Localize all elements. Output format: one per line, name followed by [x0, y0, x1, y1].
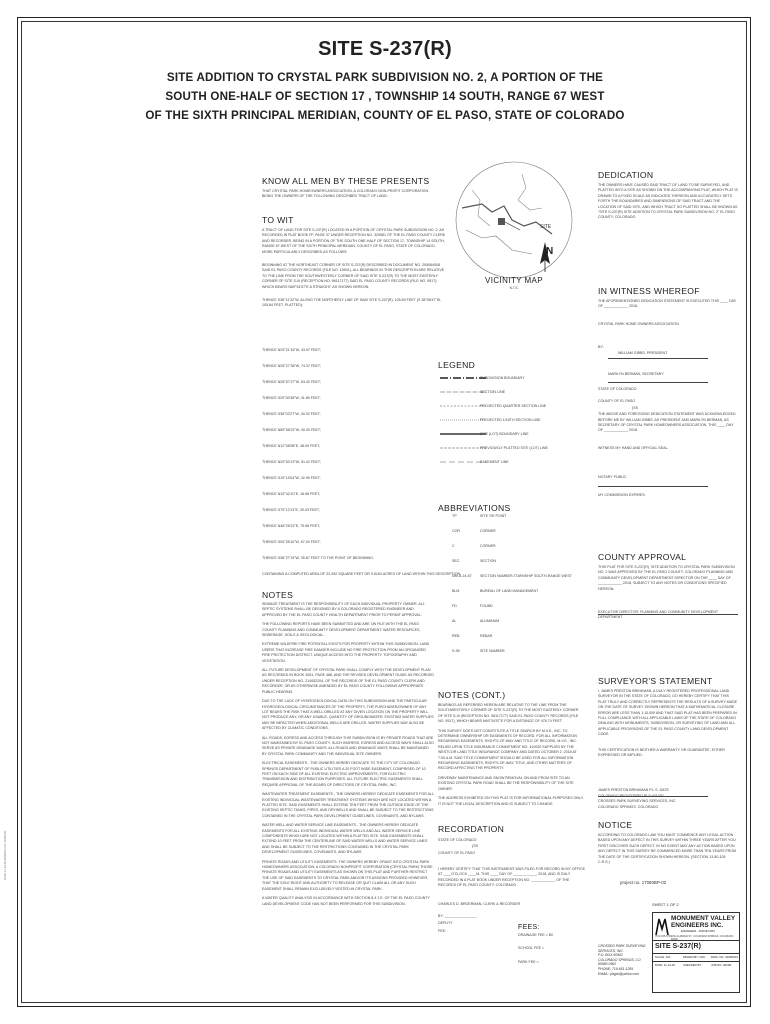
- in-witness-section: [598, 286, 738, 498]
- note-cont-4: THE ADDRESS EXHIBITED ON THIS PLAT IS FOR INFORMATIONAL PURPOSES ONLY. IT IS NOT THE LEGAL DESCRIPTION AND IS SUBJECT TO CHANGE.: [438, 796, 584, 806]
- recordation-ss: )SS: [472, 844, 478, 848]
- legend-item-3: PROJECTED QUARTER SECTION LINE: [480, 404, 547, 408]
- abbr-meaning-7: FOUND: [480, 604, 493, 608]
- call-4: THENCE S29°00'38"W, 41.89 FEET;: [262, 396, 321, 400]
- vicinity-map-scale: N.T.S.: [509, 286, 519, 290]
- plat-subtitle: [0, 68, 770, 125]
- abbr-code-10: S-95: [452, 649, 460, 653]
- firm-phone: (719) 635-5736: [655, 935, 672, 938]
- title-block-job: JOB NO. 4021B: [711, 963, 732, 967]
- firm-address: 1811 ALABAMA ST., COLORADO SPRINGS, COLORADO 80906: [671, 935, 734, 941]
- subtitle-line-1: SITE ADDITION TO CRYSTAL PARK SUBDIVISION NO. 2, A PORTION OF THE: [166, 71, 604, 84]
- in-witness-ack: THE ABOVE AND FOREGOING DEDICATION STATEMENT WAS ACKNOWLEDGED BEFORE ME BY WILLIAM GIBBS, AS PRESIDENT AND MARILYN BERMAN, AS SECRETARY OF CRYSTAL PARK HOMEOWNERS ASSOCIATION, THIS ____ DAY OF ____________ 2018.: [598, 412, 736, 433]
- abbreviations-heading: ABBREVIATIONS: [438, 503, 511, 513]
- vicinity-site-label: SITE: [540, 224, 552, 230]
- call-12: THENCE N48°25'22"E, 79.68 FEET;: [262, 524, 320, 528]
- surveyor-text: I, JAMES PRESTON BRINKMAN, A DULY REGISTERED PROFESSIONAL LAND SURVEYOR IN THE STATE OF COLORADO, DO HEREBY CERTIFY THAT THIS PLAT TRULY AND CORRECTLY REPRESENTS THE RESULTS OF A SURVEY MADE ON THE DATE OF SURVEY SHOWN HEREON THAT A MATHEMATICAL CLOSURE ERROR ARE LESS THAN 1:10,000 AND THAT SAID PLAT HAS BEEN PREPARED IN FULL COMPLIANCE WITH ALL APPLICABLE LAWS OF THE STATE OF COLORADO DEALING WITH MONUMENTS, SUBDIVISION, OR SURVEYING OF LAND AND ALL APPLICABLE PROVISIONS OF THE EL PASO COUNTY LAND DEVELOPMENT CODE.: [598, 689, 738, 737]
- in-witness-seal: WITNESS MY HAND AND OFFICIAL SEAL.: [598, 445, 669, 450]
- abbr-meaning-1: SITE TIE POINT: [480, 514, 507, 518]
- director-signature-line: [598, 614, 738, 615]
- abbr-code-5: Sec.8-14-67: [452, 574, 472, 578]
- in-witness-commission: MY COMMISSION EXPIRES:: [598, 492, 646, 497]
- know-all-men-section: [262, 176, 440, 200]
- legend-item-5: SITE (LOT) BOUNDARY LINE: [480, 432, 529, 436]
- surveyor-sig-4: COLORADO SPRINGS, COLORADO: [598, 804, 659, 809]
- notary-signature-line: [598, 486, 708, 487]
- subtitle-line-3: OF THE SIXTH PRINCIPAL MERIDIAN, COUNTY OF EL PASO, STATE OF COLORADO: [145, 109, 625, 122]
- dedication-heading: DEDICATION: [598, 170, 654, 180]
- call-8: THENCE N29°53'19"W, 51.42 FEET;: [262, 460, 321, 464]
- in-witness-notary: NOTARY PUBLIC: [598, 475, 627, 480]
- legend-line-symbols: [438, 372, 488, 472]
- vicinity-map: [452, 160, 576, 296]
- note-6: ALL ROADS, EGRESS AND ACCESS THROUGH THIS SUBDIVISION IS BY PRIVATE ROADS THAT ARE NOT MAINTAINED BY EL PASO COUNTY. SUCH INGRESS, EGRESS AND ACCESS WAYS SHALL ALSO SERVE AS PRIVATE DRAINAGE WAYS. ALL ROADS AND DRAINAGE WAYS SHALL BE MAINTAINED BY CRYSTAL PARK COMMUNITY AND THE INDIVIDUAL SITE OWNERS.: [262, 735, 434, 756]
- crossed-park-line-3: COLORADO SPRINGS, CO 80960-0962: [598, 957, 641, 967]
- notes-heading: NOTES: [262, 590, 294, 600]
- call-10: THENCE N19°42'10"E, 16.68 FEET;: [262, 492, 320, 496]
- recordation-deputy: DEPUTY: [438, 921, 453, 926]
- title-block-site: SITE S-237(R): [655, 943, 701, 950]
- in-witness-heading: IN WITNESS WHEREOF: [598, 286, 700, 296]
- recordation-section: [438, 824, 588, 934]
- fee-park: PARK FEE =: [518, 959, 539, 964]
- note-8: WASTEWATER TREATMENT EASEMENTS - THE OWNERS HEREBY DEDICATE EASEMENTS FOR ALL EXISTING INDIVIDUAL WASTEWATER TREATMENT SYSTEMS WHICH ARE NOT LOCATED WITHIN A PLATTED SITE. SAID EASEMENTS SHALL EXTEND TEN FEET FROM THE OUTSIDE EDGE OF THE EXISTING SEPTIC TANKS, PIPES, AND DRYWELLS AND SHALL BE SUBJECT TO THE RESTRICTIONS CONTAINED IN THE CRYSTAL PARK DEVELOPMENT GUIDELINES, COVENANTS, AND BYLAWS.: [262, 792, 434, 818]
- abbr-code-4: SEC.: [452, 559, 461, 563]
- abbreviations-section: [438, 503, 588, 513]
- president-signature-line: [608, 358, 708, 359]
- note-cont-3: DRIVEWAY MAINTENANCE AND SNOW REMOVAL ON AND FROM SITE TO AN EXISTING CRYSTAL PARK ROAD SHALL BE THE RESPONSIBILITY OF THE SITE OWNER.: [438, 775, 574, 791]
- surveyor-heading: SURVEYOR'S STATEMENT: [598, 676, 713, 686]
- recordation-county: COUNTY OF EL PASO: [438, 851, 476, 856]
- crossed-park-line-1: CROSSED PARK SURVEYING SERVICES, INC.: [598, 944, 646, 953]
- abbr-meaning-9: REBAR: [480, 634, 493, 638]
- title-block-drawn: DRAWN BY: CDC: [683, 955, 706, 959]
- abbr-meaning-5: SECTION NUMBER-TOWNSHIP SOUTH-RANGE WEST: [480, 574, 572, 578]
- firm-logo-icon: [655, 915, 672, 938]
- legend-list: [438, 372, 588, 482]
- crossed-park-line-4: PHONE: 719-651-1289: [598, 966, 634, 971]
- recordation-fee: FEE:: [438, 928, 446, 933]
- legend-heading: LEGEND: [438, 360, 476, 370]
- note-cont-1: BEARINGS AS REFERRED HEREIN ARE RELATIVE TO THE LINE FROM THE SOUTHWESTERLY CORNER OF SITE S-237(R) TO THE MOST EASTERLY CORNER OF SITE S-III (RECEPTION NO. 98117177) SAID EL PASO COUNTY RECORDS (FILE NO. 9517), WHICH BEARS N69°34'57"E FOR A DISTANCE OF 478.74 FEET.: [438, 703, 579, 724]
- county-approval-section: [598, 552, 738, 621]
- note-9: WATER WELL AND WATER SERVICE LINE EASEMENTS - THE OWNERS HEREBY DEDICATE EASEMENTS FOR ALL EXISTING INDIVIDUAL WATER WELLS AND ALL WATER SERVICE LINE COMPONENTS WHICH ARE NOT LOCATED WITHIN A PLATTED SITE. SAID EASEMENTS SHALL EXTEND 10 FEET FROM THE CENTERLINE OF SAID WATER WELLS AND WATER SERVICE LINES AND SHALL BE SUBJECT TO THE RESTRICTIONS CONTAINED IN THE CRYSTAL PARK DEVELOPMENT GUIDELINES, COVENANTS, AND BYLAWS.: [262, 823, 428, 855]
- abbr-code-9: REB: [452, 634, 460, 638]
- abbr-meaning-8: ALUMINUM: [480, 619, 500, 623]
- legend-item-4: PROJECTED 1/16TH SECTION LINE: [480, 418, 541, 422]
- call-13: THENCE S04°26'10"W, 67.00 FEET;: [262, 540, 321, 544]
- legend-section: [438, 360, 588, 370]
- county-approval-heading: COUNTY APPROVAL: [598, 552, 687, 562]
- call-1: THENCE N29°21'16"W, 43.97 FEET;: [262, 348, 321, 352]
- recordation-clerk: CHARLES D. BROERMAN, CLERK & RECORDER: [438, 902, 521, 907]
- crossed-park-line-5: EMAIL: plsjpb@yahoo.com: [598, 971, 639, 976]
- title-block-rule-3: [653, 961, 739, 962]
- firm-logo: [655, 915, 672, 938]
- notes-cont-heading: NOTES (CONT.): [438, 690, 506, 700]
- fees-section: [518, 924, 590, 965]
- abbr-meaning-4: SECTION: [480, 559, 496, 563]
- title-block-checked: CHECKED BY:: [683, 963, 702, 967]
- project-number: project no. 17060BP-02: [620, 880, 667, 885]
- recordation-heading: RECORDATION: [438, 824, 505, 834]
- abbr-code-2: COR.: [452, 529, 461, 533]
- plat-title: SITE S-237(R): [318, 38, 452, 60]
- in-witness-secretary: MARILYN BERMAN, SECRETARY: [608, 372, 664, 377]
- recordation-by: BY: ________________: [438, 913, 477, 918]
- in-witness-ss: )SS: [632, 406, 638, 410]
- note-4: ALL FUTURE DEVELOPMENT OF CRYSTAL PARK SHALL COMPLY WITH THE DEVELOPMENT PLAN AS RECORDED IN BOOK 3051, PAGE 486, AND THE REVISED DEVELOPMENT GUIDE AS RECORDED UNDER RECEPTION NO. 214052204, OF THE RECORDS OF THE EL PASO COUNTY CLERK AND RECORDER, OR AS OTHERWISE AMENDED BY EL PASO COUNTY FOLLOWING APPROPRIATE PUBLIC HEARING.: [262, 668, 434, 694]
- abbr-meaning-2: CORNER: [480, 529, 496, 533]
- note-11: A WATER QUALITY ANALYSIS IN ACCORDANCE WITH SECTION 8.4.7.E. OF THE EL PASO COUNTY LAND DEVELOPMENT CODE HAS NOT BEEN PERFORMED FOR THIS SUBDIVISION.: [262, 896, 430, 906]
- recordation-text: I HEREBY CERTIFY THAT THIS INSTRUMENT WAS FILED FOR RECORD IN MY OFFICE AT ____O'CLOCK ____M, THIS ____ DAY OF ____________ 2018, AND IS DULY RECORDED IN A PLAT BOOK UNDER RECEPTION NO. ____________ OF THE RECORDS OF EL PASO COUNTY, COLORADO.: [438, 866, 586, 888]
- note-3: EXTREME WILDFIRE FIRE POTENTIAL EXISTS FOR PROPERTY WITHIN THIS SUBDIVISION. LAND USERS THAT INCREASE FIRE DANGER INCLUDE NO FIRE PROTECTION FROM AN ORGANIZED FIRE PROTECTION DISTRICT, UNIQUE ACCESS INTO THE PROPERTY, TOPOGRAPHY AND VEGETATION.: [262, 642, 430, 663]
- to-wit-heading: TO WIT: [262, 215, 294, 225]
- call-9: THENCE S19°15'04"W, 42.95 FEET;: [262, 476, 321, 480]
- title-block-rule-1: [653, 940, 739, 941]
- dedication-section: [598, 170, 738, 221]
- title-block-scale: SCALE: N/A: [655, 955, 671, 959]
- call-7: THENCE N12°08'58"E, 48.09 FEET;: [262, 444, 320, 448]
- note-1: SEWAGE TREATMENT IS THE RESPONSIBILITY OF EACH INDIVIDUAL PROPERTY OWNER. ALL SEPTIC SYSTEMS SHALL BE DESIGNED BY A COLORADO REGISTERED ENGINEER AND APPROVED BY THE EL PASO COUNTY HEALTH DEPARTMENT PRIOR TO PERMIT APPROVAL.: [262, 602, 425, 617]
- note-10: PRIVATE ROADS AND UTILITY EASEMENTS. THE OWNERS HEREBY GRANT INTO CRYSTAL PARK HOMEOWNERS ASSOCIATION, A COLORADO NONPROFIT CORPORATION (CRYSTAL PARK) THOSE PRIVATE ROADS AND UTILITY EASEMENTS AS SHOWN ON THIS PLAT AND FURTHER RESTRICT THE USE OF SAID EASEMENTS TO CRYSTAL PARK AND/OR ITS ASSIGNS PROVIDED HOWEVER, THAT THE SOLE RIGHT AND AUTHORITY TO RELEASE OR QUIT CLAIM ALL OR ANY SUCH EASEMENT SHALL REMAIN EXCLUSIVELY VESTED IN CRYSTAL PARK.: [262, 859, 433, 891]
- firm-name-line-1: MONUMENT VALLEY: [671, 915, 736, 922]
- title-block: [652, 912, 740, 993]
- abbr-code-7: FD: [452, 604, 457, 608]
- fee-school: SCHOOL FEE =: [518, 946, 545, 951]
- surveyor-section: [598, 676, 738, 810]
- sheet-number: SHEET 1 OF 2: [652, 902, 679, 907]
- abbr-code-6: BLM: [452, 589, 460, 593]
- note-2: THE FOLLOWING REPORTS HAVE BEEN SUBMITTED AND ARE ON FILE WITH THE EL PASO COUNTY PLANNING AND COMMUNITY DEVELOPMENT DEPARTMENT: WATER RESOURCES, SEWERAGE, SOILS & GEOLOGICAL.: [262, 622, 421, 638]
- call-3: THENCE N28°57'27"W, 63.42 FEET;: [262, 380, 321, 384]
- surveyor-sig-1: JAMES PRESTON BRINKMAN P.L.S. DATE: [598, 788, 669, 793]
- abbr-meaning-10: SITE NUMBER: [480, 649, 505, 653]
- know-all-men-text: THAT CRYSTAL PARK HOMEOWNERS ASSOCIATION, A COLORADO NON-PROFIT CORPORATION, BEING THE OWNERS OF THE FOLLOWING DESCRIBED TRACT OF LAND:: [262, 189, 430, 199]
- abbr-meaning-6: BUREAU OF LAND MANAGEMENT: [480, 589, 539, 593]
- in-witness-county: COUNTY OF EL PASO: [598, 398, 636, 403]
- notice-heading: NOTICE: [598, 820, 633, 830]
- notice-text: ACCORDING TO COLORADO LAW YOU MUST COMMENCE ANY LEGAL ACTION BASED UPON ANY DEFECT IN THIS SURVEY WITHIN THREE YEARS AFTER YOU FIRST DISCOVER SUCH DEFECT. IN NO EVENT MAY ANY ACTION BASED UPON ANY DEFECT IN THIS SURVEY BE COMMENCED MORE THAN TEN YEARS FROM THE DATE OF THE CERTIFICATION SHOWN HEREON. (SECTION 13-80-105 C.R.S.): [598, 833, 737, 865]
- call-14: THENCE S38°27'19"W, 35.67 FEET TO THE POINT OF BEGINNING.: [262, 556, 374, 560]
- to-wit-para-1: A TRACT OF LAND FOR SITE S-237(R) LOCATED IN A PORTION OF CRYSTAL PARK SUBDIVISION NO. 2, AS RECORDED IN PLAT BOOK FF, PAGE 37 UNDER RECEPTION NO. 329581 OF THE EL PASO COUNTY CLERK AND RECORDER, BEING IN A PORTION OF THE SOUTH ONE-HALF OF SECTION 17, TOWNSHIP 14 SOUTH, RANGE 67 WEST OF THE SIXTH PRINCIPAL MERIDIAN, COUNTY OF EL PASO, STATE OF COLORADO, MORE PARTICULARLY DESCRIBED AS FOLLOWS:: [262, 228, 446, 254]
- note-7: ELECTRICAL EASEMENTS - THE OWNERS HEREBY DEDICATE TO THE CITY OF COLORADO SPRINGS DEPARTMENT OF PUBLIC UTILITIES A 20 FOOT WIDE EASEMENT, COMPRISED OF 10 FEET ON EACH SIDE OF ALL EXISTING ELECTRIC IMPROVEMENTS, FOR ELECTRIC TRANSMISSION AND DISTRIBUTION PURPOSES. ALL FUTURE ELECTRIC EASEMENTS SHALL REQUIRE APPROVAL OF THE BOARD OF DIRECTORS OF CRYSTAL PARK, INC.: [262, 761, 426, 787]
- call-2: THENCE N25°27'38"W, 74.37 FEET;: [262, 364, 321, 368]
- in-witness-text: THE AFOREMENTIONED DEDICATION STATEMENT IS EXECUTED THIS ____ DAY OF ____________ 2018.: [598, 299, 737, 309]
- in-witness-state: STATE OF COLORADO: [598, 387, 637, 392]
- secretary-signature-line: [608, 382, 708, 383]
- to-wit-section: [262, 215, 447, 309]
- notes-section: [262, 590, 434, 907]
- know-all-men-heading: KNOW ALL MEN BY THESE PRESENTS: [262, 176, 430, 186]
- call-5: THENCE S38°02'27"W, 40.02 FEET;: [262, 412, 321, 416]
- dedication-text: THE OWNERS HAVE CAUSED SAID TRACT OF LAND TO BE SURVEYED, AND PLATTED INTO A SITE AS SHOWN ON THE ACCOMPANYING PLAT, WHICH PLAT IS DRAWN TO A FIXED SCALE AS INDICATED THEREON AND ACCURATELY SETS FORTH THE BOUNDARIES AND DIMENSIONS OF SAID TRACT AND THE LOCATION OF SAID SITE, AND WHICH TRACT SO PLATTED SHALL BE KNOWN AS "SITE S-237(R) SITE ADDITION TO CRYSTAL PARK SUBDIVISION NO. 2" EL PASO COUNTY, COLORADO.: [598, 183, 738, 220]
- notice-section: [598, 820, 738, 865]
- in-witness-by: BY:: [598, 345, 604, 350]
- note-5: DUE TO THE LACK OF HYDROGEOLOGICAL DATA ON THIS SUBDIVISION AND THE PARTICULAR HYDROGEOLOGICAL CIRCUMSTANCES OF THE PROPERTY, THE PURCHASER/OWNER OF ANY LOT BEARS THE RISK THAT A WELL DRILLED AT ANY GIVEN LOCATION ON THE PROPERTY WILL NOT PRODUCE ANY, OR ANY USABLE, QUANTITY OF GROUNDWATER. EXISTING WATER SUPPLIES MAY BE IMPACTED WHEN ADDITIONAL WELLS ARE DRILLED. WATER SUPPLIES MAY ALSO BE AFFECTED BY CLIMATIC CONDITIONS.: [262, 699, 434, 731]
- note-cont-2: THIS SURVEY DOES NOT CONSTITUTE A TITLE SEARCH BY M.V.E., INC. TO DETERMINE OWNERSHIP OR EASEMENTS OF RECORD. FOR ALL INFORMATION REGARDING EASEMENTS, RIGHTS-OF-WAY AND TITLE OF RECORD, M.V.E., INC. RELIED UPON TITLE INSURANCE COMMITMENT NO. 410020 SUPPLIED BY THE WESTCOR LAND TITLE INSURANCE COMPANY AND DATED OCTOBER 2, 2018 AT 7:00 A.M. SAID TITLE COMMITMENT SHOULD BE USED FOR ALL INFORMATION REGARDING EASEMENTS, RIGHTS-OF-WAY, TITLE, AND OTHER MATTERS OF RECORD AFFECTING THE PROPERTY.: [438, 728, 577, 771]
- abbr-code-8: AL: [452, 619, 457, 623]
- firm-name-line-2: ENGINEERS INC.: [671, 922, 724, 929]
- title-block-date: DATE: 11-14-18: [655, 963, 675, 967]
- north-arrow-icon: [532, 240, 558, 274]
- in-witness-president: WILLIAM GIBBS, PRESIDENT: [618, 350, 668, 355]
- title-block-rule-2: [653, 953, 739, 954]
- call-11: THENCE S79°12'13"E, 30.03 FEET;: [262, 508, 320, 512]
- side-margin-note: DATE: 11-14-18 DRAWING NO. 4023R031: [4, 830, 7, 880]
- crossed-park-address: [598, 944, 652, 976]
- abbreviations-list: [452, 514, 592, 664]
- legend-item-7: EASEMENT LINE: [480, 460, 509, 464]
- surveyor-cert: THIS CERTIFICATION IS NEITHER A WARRANTY OR GUARANTEE, EITHER EXPRESSED OR IMPLIED.: [598, 747, 725, 758]
- in-witness-org: CRYSTAL PARK HOME OWNERS ASSOCIATION: [598, 321, 679, 326]
- vicinity-map-label: VICINITY MAP: [485, 276, 543, 285]
- surveyor-signature-line: [598, 796, 708, 797]
- call-6: THENCE N89°58'22"W, 40.00 FEET;: [262, 428, 321, 432]
- title-block-dwg: DWG. NO. 4023R031: [711, 955, 739, 959]
- abbr-code-1: TP: [452, 514, 457, 518]
- county-approval-text: THIS PLAT FOR SITE S-237(R), SITE ADDITION TO CRYSTAL PARK SUBDIVISION NO. 2 WAS APPROVED BY THE EL PASO COUNTY, COLORADO PLANNING AND COMMUNITY DEVELOPMENT DEPARTMENT DIRECTOR ON THE ____ DAY OF ____________ 2018, SUBJECT TO ANY NOTES OR CONDITIONS SPECIFIED HEREON.: [598, 565, 735, 591]
- county-approval-signer: EXECUTIVE DIRECTOR, PLANNING AND COMMUNITY DEVELOPMENT DEPARTMENT: [598, 610, 719, 620]
- legend-item-2: SECTION LINE: [480, 390, 505, 394]
- to-wit-para-3: THENCE S38°11'32"W, ALONG THE NORTHERLY LINE OF SAID SITE S-237(R), 105.69 FEET (S 38°08'47"W, 105.84 FEET, PLATTED);: [262, 298, 441, 308]
- abbr-meaning-3: CORNER: [480, 544, 496, 548]
- to-wit-para-2: BEGINNING AT THE NORTHEAST CORNER OF SITE S-237(R) DESCRIBED IN DOCUMENT NO. 205064008 SAID EL PASO COUNTY RECORDS (FILE NO. 15591), ALL BEARINGS IN THIS DESCRIPTION ARE RELATIVE TO THE LINE FROM THE SOUTHWESTERLY CORNER OF SAID SITE S-237(R) TO THE MOST EASTERLY CORNER OF SITE S-III (RECEPTION NO. 98117177) SAID EL PASO COUNTY RECORDS (FILE NO. 9517), WHICH BEARS N69°34'57"E A STRAIGHT, AS SHOWN HEREON;: [262, 263, 444, 289]
- recordation-state: STATE OF COLORADO: [438, 838, 477, 842]
- firm-sub: ENGINEERS · SURVEYORS: [681, 930, 715, 933]
- crossed-park-line-2: P.O. BOX 60962: [598, 953, 623, 958]
- fee-drainage: DRAINAGE FEE = $0: [518, 933, 553, 937]
- notes-cont-section: [438, 690, 584, 807]
- legend-item-6: PREVIOUSLY PLATTED SITE (LOT) LINE: [480, 446, 548, 450]
- subtitle-line-2: SOUTH ONE-HALF OF SECTION 17 , TOWNSHIP 14 SOUTH, RANGE 67 WEST: [165, 90, 605, 103]
- surveyor-sig-2: COLORADO REGISTERED PLS #31057: [598, 793, 664, 798]
- legend-item-1: SUBDIVISION BOUNDARY: [480, 376, 525, 380]
- abbr-code-3: C: [452, 544, 455, 548]
- firm-name: [671, 915, 735, 929]
- surveyor-sig-3: CROSSES PARK SURVEYING SERVICES, INC.: [598, 799, 677, 804]
- north-arrow: [532, 240, 558, 274]
- fees-heading: FEES:: [518, 924, 540, 931]
- area-statement: CONTAINING A COMPUTED AREA OF 22,492 SQUARE FEET OR 0.5163 ACRES OF LAND WITHIN THIS DESCRIPTION.: [262, 572, 462, 576]
- north-arrow-label: N: [546, 246, 554, 257]
